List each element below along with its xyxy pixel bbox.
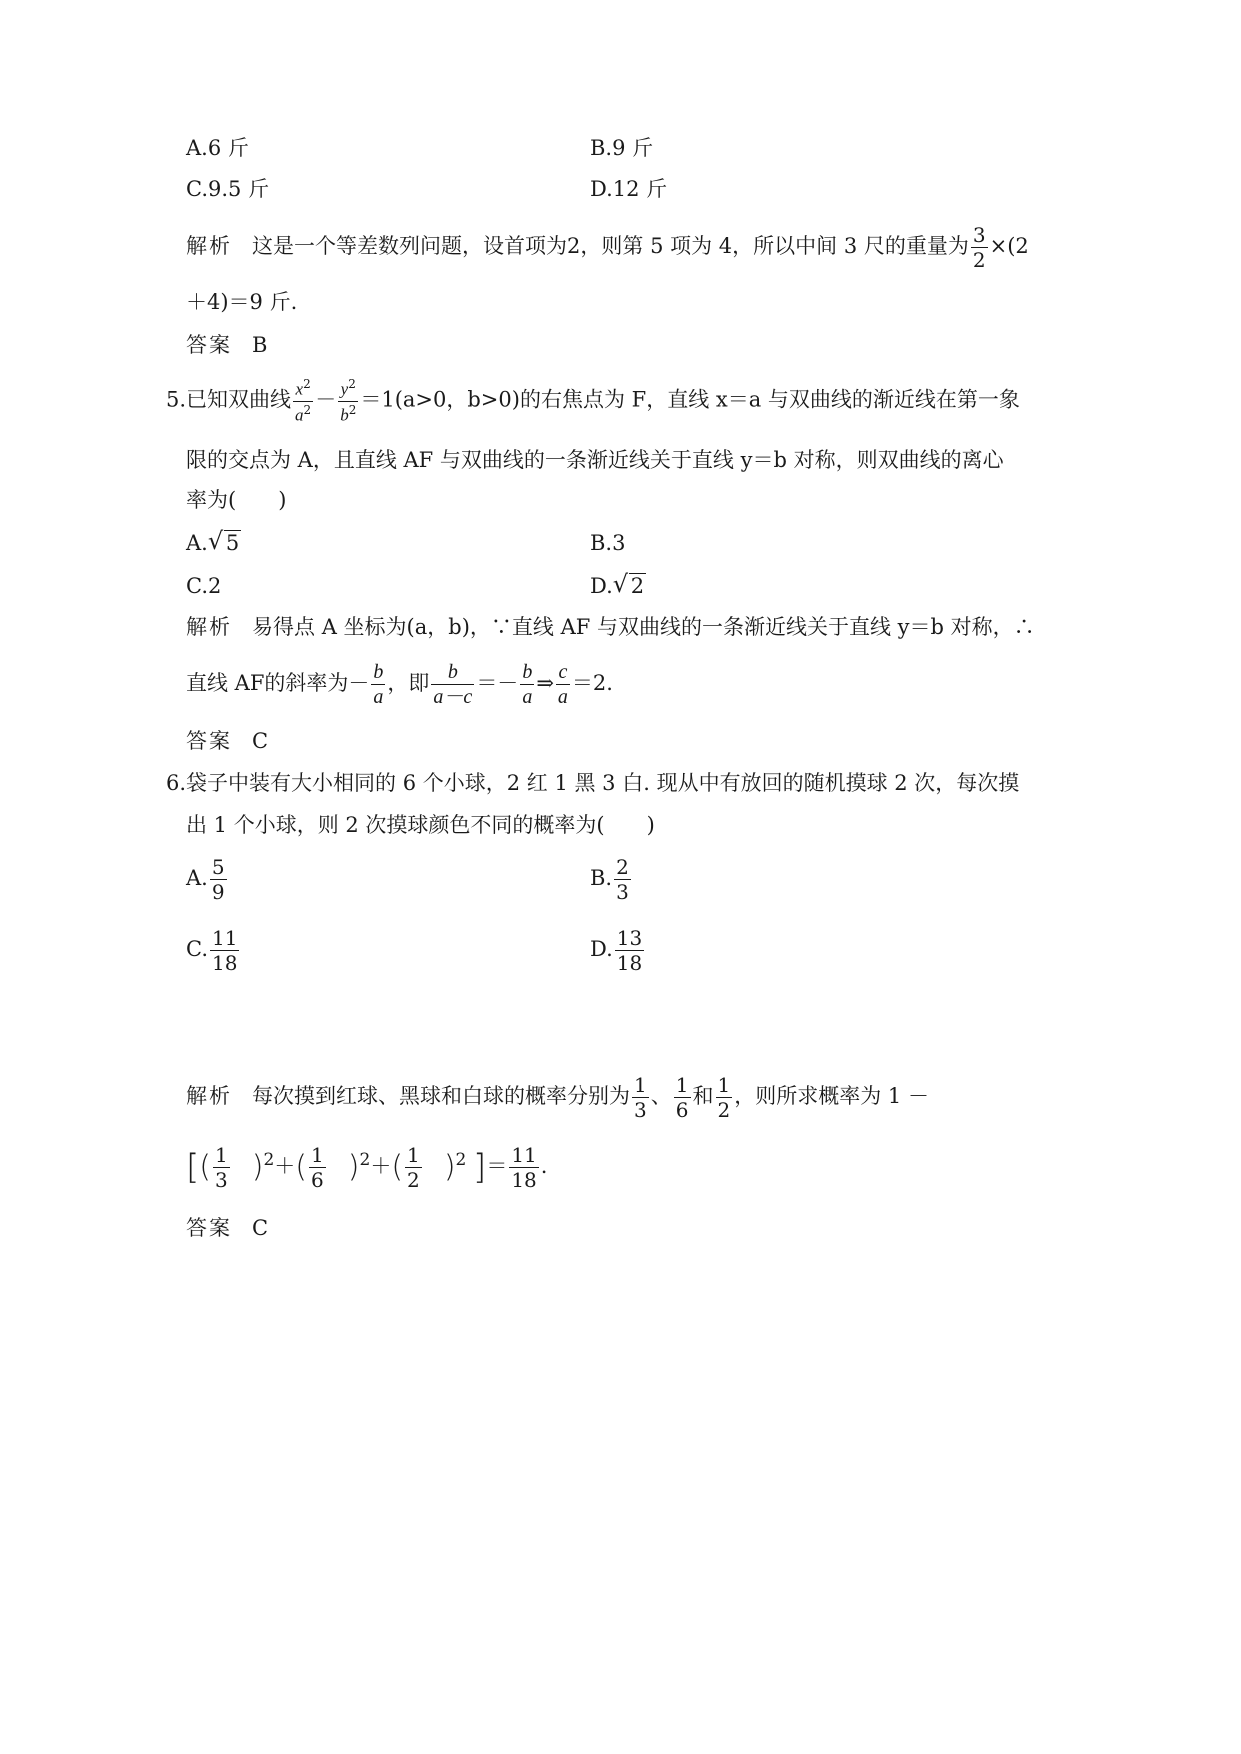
q6-answer <box>186 1218 268 1239</box>
q4-answer-label: 答案 <box>186 333 232 357</box>
q5-solution-label: 解析 <box>186 615 232 639</box>
q5-answer-value: C <box>252 729 269 753</box>
q5-solution-result: ＝2. <box>571 671 613 695</box>
q4-solution-line2: ＋4)＝9 斤. <box>186 290 298 314</box>
q4-option-a: A.6 斤 <box>186 136 249 160</box>
sqrt-icon: √ 5 <box>207 527 240 555</box>
q5-option-a-label: A. <box>186 531 208 555</box>
q5-solution-ie: ，即 <box>387 671 430 695</box>
q5-solution-eq: ＝－ <box>476 671 519 695</box>
q6-answer-value: C <box>252 1216 269 1240</box>
q4-solution-text: 这是一个等差数列问题，设首项为2，则第 5 项为 4，所以中间 3 尺的重量为 <box>252 234 969 258</box>
q5-solution-line2 <box>186 662 613 707</box>
q6-number: 6. <box>166 771 187 795</box>
q5-number: 5. <box>166 387 187 412</box>
q6-solution-label: 解析 <box>186 1084 232 1108</box>
q6-stem-line2: 出 1 个小球，则 2 次摸球颜色不同的概率为( ) <box>186 813 655 837</box>
q5-option-d <box>590 570 646 598</box>
q5-option-b: B.3 <box>590 531 626 555</box>
q6-stem-line1 <box>166 773 1019 794</box>
q4-answer-value: B <box>252 333 268 357</box>
q6-option-d: D. $\frac{13}{18}$ <box>590 926 643 975</box>
q4-option-d: D.12 斤 <box>590 177 668 201</box>
q5-answer-label: 答案 <box>186 729 232 753</box>
q6-option-c: C. $\frac{11}{18}$ <box>186 926 238 975</box>
q6-solution-text: 每次摸到红球、黑球和白球的概率分别为 <box>252 1084 631 1108</box>
q6-option-b: B. $\frac{2}{3}$ <box>590 855 629 904</box>
q5-fraction-c-a: $\frac{c}{a}$ <box>557 661 568 708</box>
q4-solution-tail: ×(2 <box>989 234 1029 258</box>
q5-answer <box>186 731 268 752</box>
q6-stem-text: 袋子中装有大小相同的 6 个小球，2 红 1 黑 3 白. 现从中有放回的随机摸球 2 次，每次摸 <box>186 771 1020 795</box>
q5-option-d-label: D. <box>590 574 613 598</box>
q4-fraction-3-2: $\frac{3}{2}$ <box>972 223 986 272</box>
sqrt-icon: √ 2 <box>612 570 645 598</box>
q4-option-c: C.9.5 斤 <box>186 177 270 201</box>
q5-solution-text: 易得点 A 坐标为(a，b)，∵直线 AF 与双曲线的一条渐近线关于直线 y＝b 对称，∴ <box>252 615 1035 639</box>
q5-fraction-x2-a2: $\frac{x^2}{a^2}$ <box>295 377 312 425</box>
q5-solution-slope: 直线 AF的斜率为－ <box>186 671 370 695</box>
q6-option-a: A. $\frac{5}{9}$ <box>186 855 225 904</box>
q6-solution-line1: 解析 每次摸到红球、黑球和白球的概率分别为 $\frac{1}{3}$ 、 $\frac{1}{6}$ 和 $\frac{1}{2}$ ，则所求概率为 1 － <box>186 1073 929 1122</box>
q5-fraction-b-amc: $\frac{b}{a-c}$ <box>433 661 473 708</box>
q6-solution-tail: ，则所求概率为 1 － <box>734 1084 929 1108</box>
q6-answer-label: 答案 <box>186 1216 232 1240</box>
q5-stem-line2: 限的交点为 A，且直线 AF 与双曲线的一条渐近线关于直线 y＝b 对称，则双曲线的离心 <box>186 448 1004 472</box>
q5-solution-line1 <box>186 617 1035 638</box>
q5-implies-arrow: ⇒ <box>536 671 554 695</box>
q4-option-b: B.9 斤 <box>590 136 654 160</box>
q4-solution-label: 解析 <box>186 234 232 258</box>
q4-solution <box>186 225 1029 270</box>
q5-option-c: C.2 <box>186 574 222 598</box>
q5-stem-start: 已知双曲线 <box>186 387 292 412</box>
q5-option-a <box>186 527 241 555</box>
q5-fraction-y2-b2: $\frac{y^2}{b^2}$ <box>340 377 357 425</box>
q4-answer <box>186 335 267 356</box>
q5-stem-rest: ＝1(a>0，b>0)的右焦点为 F，直线 x＝a 与双曲线的渐近线在第一象 <box>360 387 1020 412</box>
q6-solution-formula: [( $\frac{1}{3}$ )$^2$＋( $\frac{1}{6}$ )$^2$＋( $\frac{1}{2}$ )$^2$ ]＝ $\frac{11}{18}$ . <box>186 1143 548 1192</box>
q5-stem-line1: 5.已知双曲线 $\frac{x^2}{a^2}$ － $\frac{y^2}{b^2}$ ＝1(a>0，b>0)的右焦点为 F，直线 x＝a 与双曲线的渐近线在第一象 <box>166 377 1020 425</box>
q5-stem-line3: 率为( ) <box>186 488 287 512</box>
q5-fraction-b-a: $\frac{b}{a}$ <box>373 661 384 708</box>
q5-fraction-b-a-2: $\frac{b}{a}$ <box>522 661 533 708</box>
